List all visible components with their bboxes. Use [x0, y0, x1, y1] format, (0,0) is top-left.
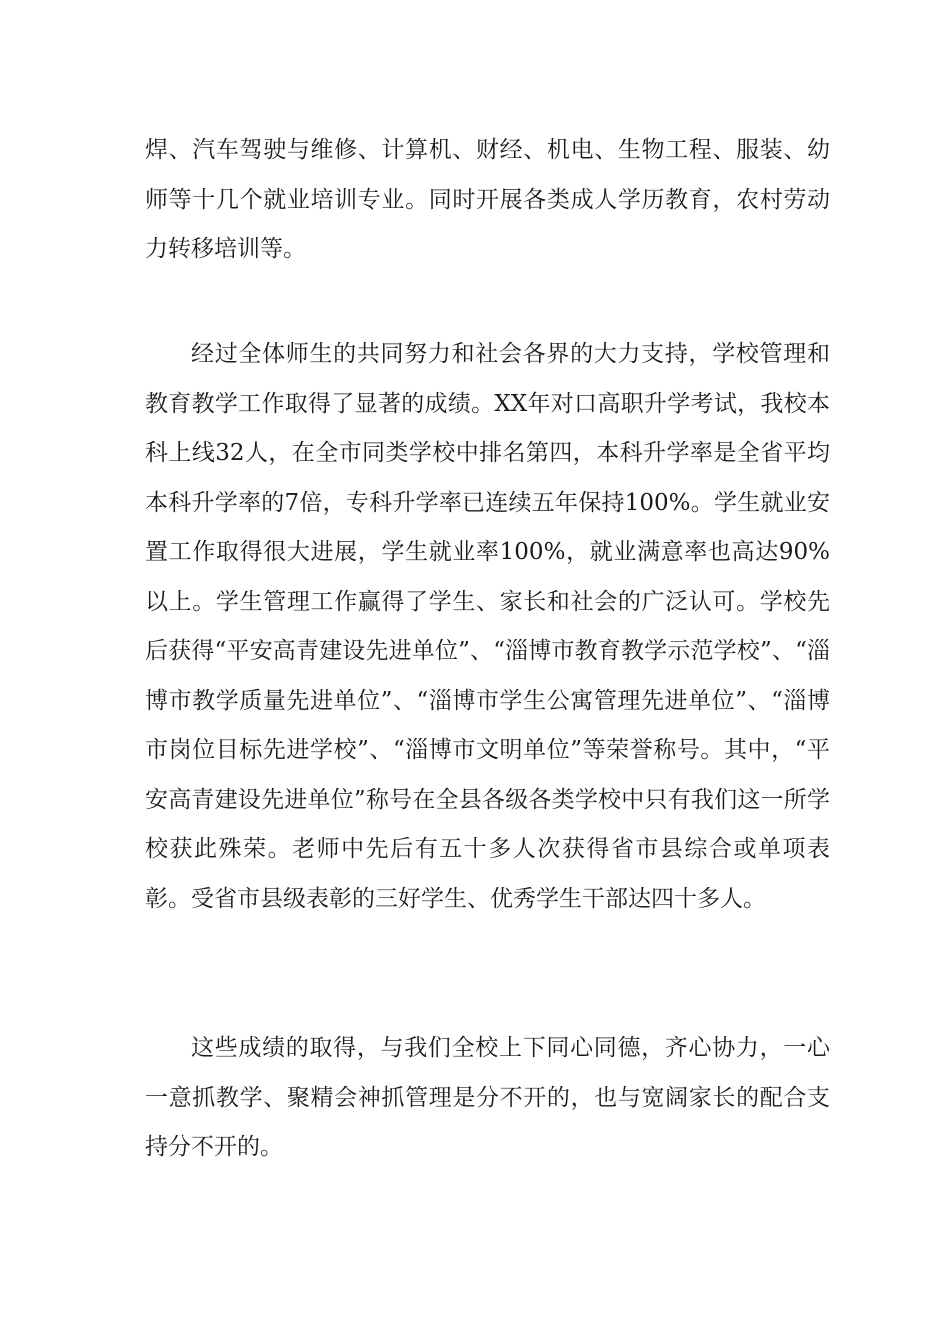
paragraph-conclusion: 这些成绩的取得，与我们全校上下同心同德，齐心协力，一心一意抓教学、聚精会神抓管理是分不开的，也与宽阔家长的配合支持分不开的。: [145, 1035, 830, 1160]
paragraph-continuation: 焊、汽车驾驶与维修、计算机、财经、机电、生物工程、服装、幼师等十几个就业培训专业。同时开展各类成人学历教育，农村劳动力转移培训等。: [145, 137, 830, 262]
paragraph-achievements: 经过全体师生的共同努力和社会各界的大力支持，学校管理和教育教学工作取得了显著的成绩。XX年对口高职升学考试，我校本科上线32人，在全市同类学校中排名第四，本科升学率是全省平均本科升学率的7倍，专科升学率已连续五年保持100%。学生就业安置工作取得很大进展，学生就业率100%，就业满意率也高达90%以上。学生管理工作赢得了学生、家长和社会的广泛认可。学校先后获得“平安高青建设先进单位”、“淄博市教育教学示范学校”、“淄博市教学质量先进单位”、“淄博市学生公寓管理先进单位”、“淄博市岗位目标先进学校”、“淄博市文明单位”等荣誉称号。其中，“平安高青建设先进单位”称号在全县各级各类学校中只有我们这一所学校获此殊荣。老师中先后有五十多人次获得省市县综合或单项表彰。受省市县级表彰的三好学生、优秀学生干部达四十多人。: [145, 341, 830, 912]
